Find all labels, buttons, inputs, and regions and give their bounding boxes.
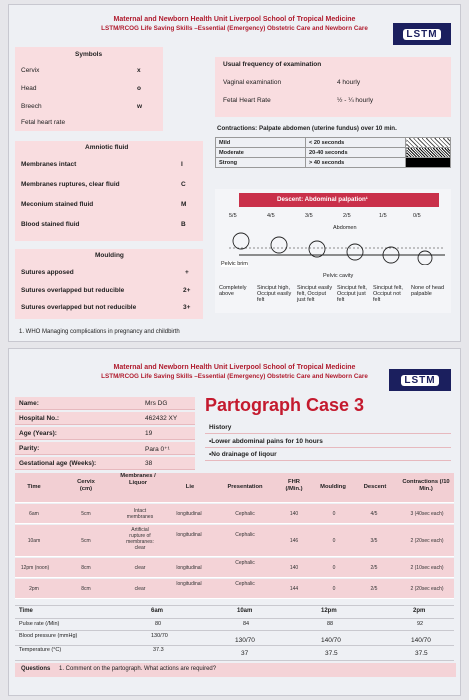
cell-contractions: 2 (20sec each) [410,586,444,592]
amniotic-mark: C [181,181,186,188]
case-title: Partograph Case 3 [205,395,365,415]
detail-value: 38 [145,460,153,467]
cell-time: 12pm (noon) [20,565,50,571]
symbol-mark: o [137,85,141,92]
cell-descent: 2/5 [370,565,378,571]
divider [15,645,454,646]
mild-pattern [406,138,451,148]
fifth-label: 5/5 [229,213,237,219]
frequency-title: Usual frequency of examination [223,61,322,68]
column-header: FHR (/Min.) [285,479,303,492]
vital-value: 88 [327,621,334,627]
case-panel [8,348,461,696]
vitals-time: 6am [151,608,164,614]
contraction-value: 20-40 seconds [306,148,406,158]
vital-value: 37.5 [325,650,338,657]
column-header: Presentation [227,484,263,490]
cell-fhr: 140 [289,511,299,517]
symbol-label: Head [21,85,37,92]
cell-contractions: 3 (40sec each) [410,511,444,517]
contractions-title: Contractions: Palpate abdomen (uterine fundus) over 10 min. [217,125,397,132]
vital-value: 80 [155,621,162,627]
cell-time: 6am [29,511,39,517]
divider [15,618,454,619]
symbol-mark: x [137,67,141,74]
frequency-value: ½ - ¼ hourly [337,97,374,104]
cell-cervix: 8cm [81,586,91,592]
contractions-legend [215,137,451,168]
question-label: Questions [21,666,51,672]
symbols-box [15,47,163,131]
lstm-logo: LSTM [389,369,451,391]
pelvic-brim-label: Pelvic brim [221,261,248,267]
vital-label: Pulse rate (/Min) [19,621,60,627]
descent-caption: Sinciput easily felt, Occiput just felt [297,285,333,303]
vitals-time: 10am [237,608,253,614]
fifth-label: 1/5 [379,213,387,219]
table-row [15,525,454,557]
descent-diagram [219,231,447,265]
detail-label: Parity: [19,445,40,452]
detail-row [15,397,195,410]
fifth-label: 2/5 [343,213,351,219]
symbol-label: Breech [21,103,42,110]
history-item: •No drainage of liqour [205,449,451,461]
detail-label: Gestational age (Weeks): [19,460,97,467]
column-header: Cervix (cm) [77,479,95,492]
cell-fhr: 140 [289,565,299,571]
cell-membranes: clear [134,565,146,571]
contraction-value: > 40 seconds [306,158,406,168]
descent-caption: Sinciput high, Occiput easily felt [257,285,292,303]
header-line-1: Maternal and Newborn Health Unit Liverpool School of Tropical Medicine [113,364,356,371]
frequency-label: Fetal Heart Rate [223,97,271,104]
history-item: •Lower abdominal pains for 10 hours [205,436,451,448]
column-header: Descent [363,484,387,490]
divider [15,660,454,661]
descent-caption: None of head palpable [411,285,445,297]
column-header: Membranes / Liquor [120,473,156,486]
cell-descent: 4/5 [370,511,378,517]
symbol-label: Cervix [21,67,40,74]
contraction-value: < 20 seconds [306,138,406,148]
cell-cervix: 8cm [81,565,91,571]
cell-fhr: 146 [289,538,299,544]
vital-value: 37.3 [153,647,164,653]
column-header: Lie [185,484,195,490]
cell-lie: longitudinal [176,511,202,517]
question-text: 1. Comment on the partograph. What actions are required? [59,666,217,672]
column-header: Moulding [320,484,346,490]
abdomen-label: Abdomen [333,225,357,231]
vital-value: 37 [241,650,249,657]
vital-value: 37.5 [415,650,428,657]
vitals-time: 12pm [321,608,337,614]
pelvic-cavity-label: Pelvic cavity [323,273,354,279]
divider [15,605,454,606]
vital-value: 130/70 [235,637,255,644]
vital-label: Blood pressure (mmHg) [19,633,78,639]
cell-presentation: Cephalic [235,560,255,566]
cell-lie: longitudinal [176,532,202,538]
detail-row [15,442,195,455]
cell-descent: 2/5 [370,586,378,592]
vitals-time: 2pm [413,608,426,614]
cell-presentation: Cephalic [235,532,255,538]
descent-caption: Sinciput felt, Occiput not felt [373,285,403,303]
header-line-2: LSTM/RCOG Life Saving Skills –Essential (Emergency) Obstetric Care and Newborn Care [101,373,368,380]
moulding-box [15,249,203,319]
symbols-title: Symbols [75,51,103,58]
cell-membranes: Artificial rupture of membranes: clear [126,527,154,551]
vitals-time-label: Time [19,608,33,614]
cell-presentation: Cephalic [235,581,255,587]
amniotic-label: Membranes intact [21,161,77,168]
fifth-label: 4/5 [267,213,275,219]
descent-caption: Sinciput felt, Occiput just felt [337,285,367,303]
detail-value: Para 0⁺¹ [145,446,170,453]
vital-label: Temperature (°C) [19,647,62,653]
symbol-label: Fetal heart rate [21,119,66,126]
cell-fhr: 144 [289,586,299,592]
detail-label: Name: [19,400,39,407]
frequency-box [215,57,451,117]
question-bar [15,663,456,677]
moulding-label: Sutures overlapped but reducible [21,287,125,294]
fifth-label: 3/5 [305,213,313,219]
detail-value: 462432 XY [145,415,178,422]
moulding-title: Moulding [95,252,124,259]
lstm-logo: LSTM [393,23,451,45]
footnote: 1. WHO Managing complications in pregnancy and childbirth [19,329,180,335]
cell-moulding: 0 [332,586,336,592]
detail-label: Hospital No.: [19,415,60,422]
moulding-label: Sutures overlapped but not reducible [21,304,137,311]
moulding-mark: + [185,269,189,276]
cell-contractions: 2 (10sec each) [410,565,444,571]
detail-value: 19 [145,430,153,437]
cell-time: 10am [27,538,41,544]
amniotic-label: Meconium stained fluid [21,201,94,208]
vital-value: 92 [417,621,424,627]
contraction-label: Mild [216,138,306,148]
cell-membranes: clear [134,586,146,592]
amniotic-fluid-box [15,141,203,241]
reference-panel [8,4,461,342]
table-row [15,504,454,524]
cell-presentation: Cephalic [235,511,255,517]
history-header [205,421,451,434]
divider [15,630,454,631]
header-line-1: Maternal and Newborn Health Unit Liverpool School of Tropical Medicine [113,16,356,23]
descent-title: Descent: Abdominal palpation¹ [277,196,368,203]
cell-cervix: 5cm [81,538,91,544]
amniotic-title: Amniotic fluid [85,144,129,151]
cell-lie: longitudinal [176,565,202,571]
strong-pattern [406,158,451,168]
amniotic-mark: M [181,201,187,208]
moderate-pattern [406,148,451,158]
amniotic-label: Blood stained fluid [21,221,80,228]
vital-value: 84 [243,621,250,627]
cell-lie: longitudinal [176,581,202,587]
table-row [15,579,454,599]
cell-membranes: Intact membranes [126,508,154,520]
frequency-value: 4 hourly [337,79,361,86]
header-line-2: LSTM/RCOG Life Saving Skills –Essential (Emergency) Obstetric Care and Newborn Care [101,25,368,32]
fifth-label: 0/5 [413,213,421,219]
frequency-label: Vaginal examination [223,79,282,86]
column-header: Contractions (/10 Min.) [402,479,450,492]
detail-value: Mrs DG [145,400,168,407]
cell-moulding: 0 [332,565,336,571]
detail-row [15,457,195,470]
table-header [15,473,454,503]
cell-cervix: 5cm [81,511,91,517]
amniotic-label: Membranes ruptures, clear fluid [21,181,120,188]
moulding-mark: 2+ [183,287,191,294]
moulding-label: Sutures apposed [21,269,74,276]
cell-contractions: 2 (20sec each) [410,538,444,544]
column-header: Time [27,484,41,490]
cell-time: 2pm [29,586,39,592]
table-row [15,558,454,578]
contraction-label: Strong [216,158,306,168]
cell-descent: 3/5 [370,538,378,544]
descent-box [215,189,451,313]
symbol-mark: w [137,103,143,110]
descent-caption: Completely above [219,285,247,297]
moulding-mark: 3+ [183,304,191,311]
amniotic-mark: B [181,221,186,228]
detail-label: Age (Years): [19,430,57,437]
vital-value: 130/70 [151,633,168,639]
cell-moulding: 0 [332,511,336,517]
detail-row [15,427,195,440]
contraction-label: Moderate [216,148,306,158]
history-title: History [209,424,232,431]
detail-row [15,412,195,425]
vital-value: 140/70 [321,637,341,644]
cell-moulding: 0 [332,538,336,544]
amniotic-mark: I [181,161,183,168]
vital-value: 140/70 [411,637,431,644]
